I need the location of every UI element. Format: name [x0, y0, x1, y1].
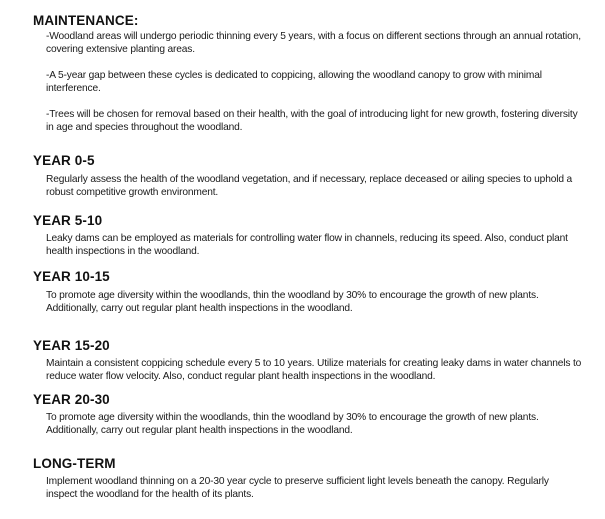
section-text-year-0-5: Regularly assess the health of the woodland vegetation, and if necessary, replace deceased or ailing species to uphold a robust competitive growth environment. — [46, 174, 573, 198]
maintenance-item: -Woodland areas will undergo periodic thinning every 5 years, with a focus on different sections through an annual rotation, covering extensive planting areas. — [46, 31, 581, 55]
section-heading-long-term: LONG-TERM — [33, 456, 116, 471]
section-heading-year-20-30: YEAR 20-30 — [33, 392, 110, 407]
section-heading-year-10-15: YEAR 10-15 — [33, 269, 110, 284]
section-heading-year-5-10: YEAR 5-10 — [33, 213, 103, 228]
section-text-year-15-20: Maintain a consistent coppicing schedule every 5 to 10 years. Utilize materials for creating leaky dams in water channels to reduce water flow velocity. Also, conduct regular plant health inspections in the woodland. — [46, 358, 582, 382]
section-heading-year-0-5: YEAR 0-5 — [33, 153, 95, 168]
section-text-year-20-30: To promote age diversity within the woodlands, thin the woodland by 30% to encourage the growth of new plants. Additionally, carry out regular plant health inspections in the woodland. — [46, 412, 539, 436]
section-heading-year-15-20: YEAR 15-20 — [33, 338, 110, 353]
maintenance-item: -Trees will be chosen for removal based on their health, with the goal of introducing light for new growth, fostering diversity in age and species throughout the woodland. — [46, 109, 578, 133]
section-text-year-10-15: To promote age diversity within the woodlands, thin the woodland by 30% to encourage the growth of new plants. Additionally, carry out regular plant health inspections in the woodland. — [46, 290, 539, 314]
section-text-long-term: Implement woodland thinning on a 20-30 year cycle to preserve sufficient light levels beneath the canopy. Regularly inspect the woodland for the health of its plants. — [46, 476, 549, 500]
section-text-year-5-10: Leaky dams can be employed as materials for controlling water flow in channels, reducing its speed. Also, conduct plant health inspections in the woodland. — [46, 233, 568, 257]
maintenance-item: -A 5-year gap between these cycles is dedicated to coppicing, allowing the woodland canopy to grow with minimal interference. — [46, 70, 542, 94]
maintenance-heading: MAINTENANCE: — [33, 13, 139, 28]
